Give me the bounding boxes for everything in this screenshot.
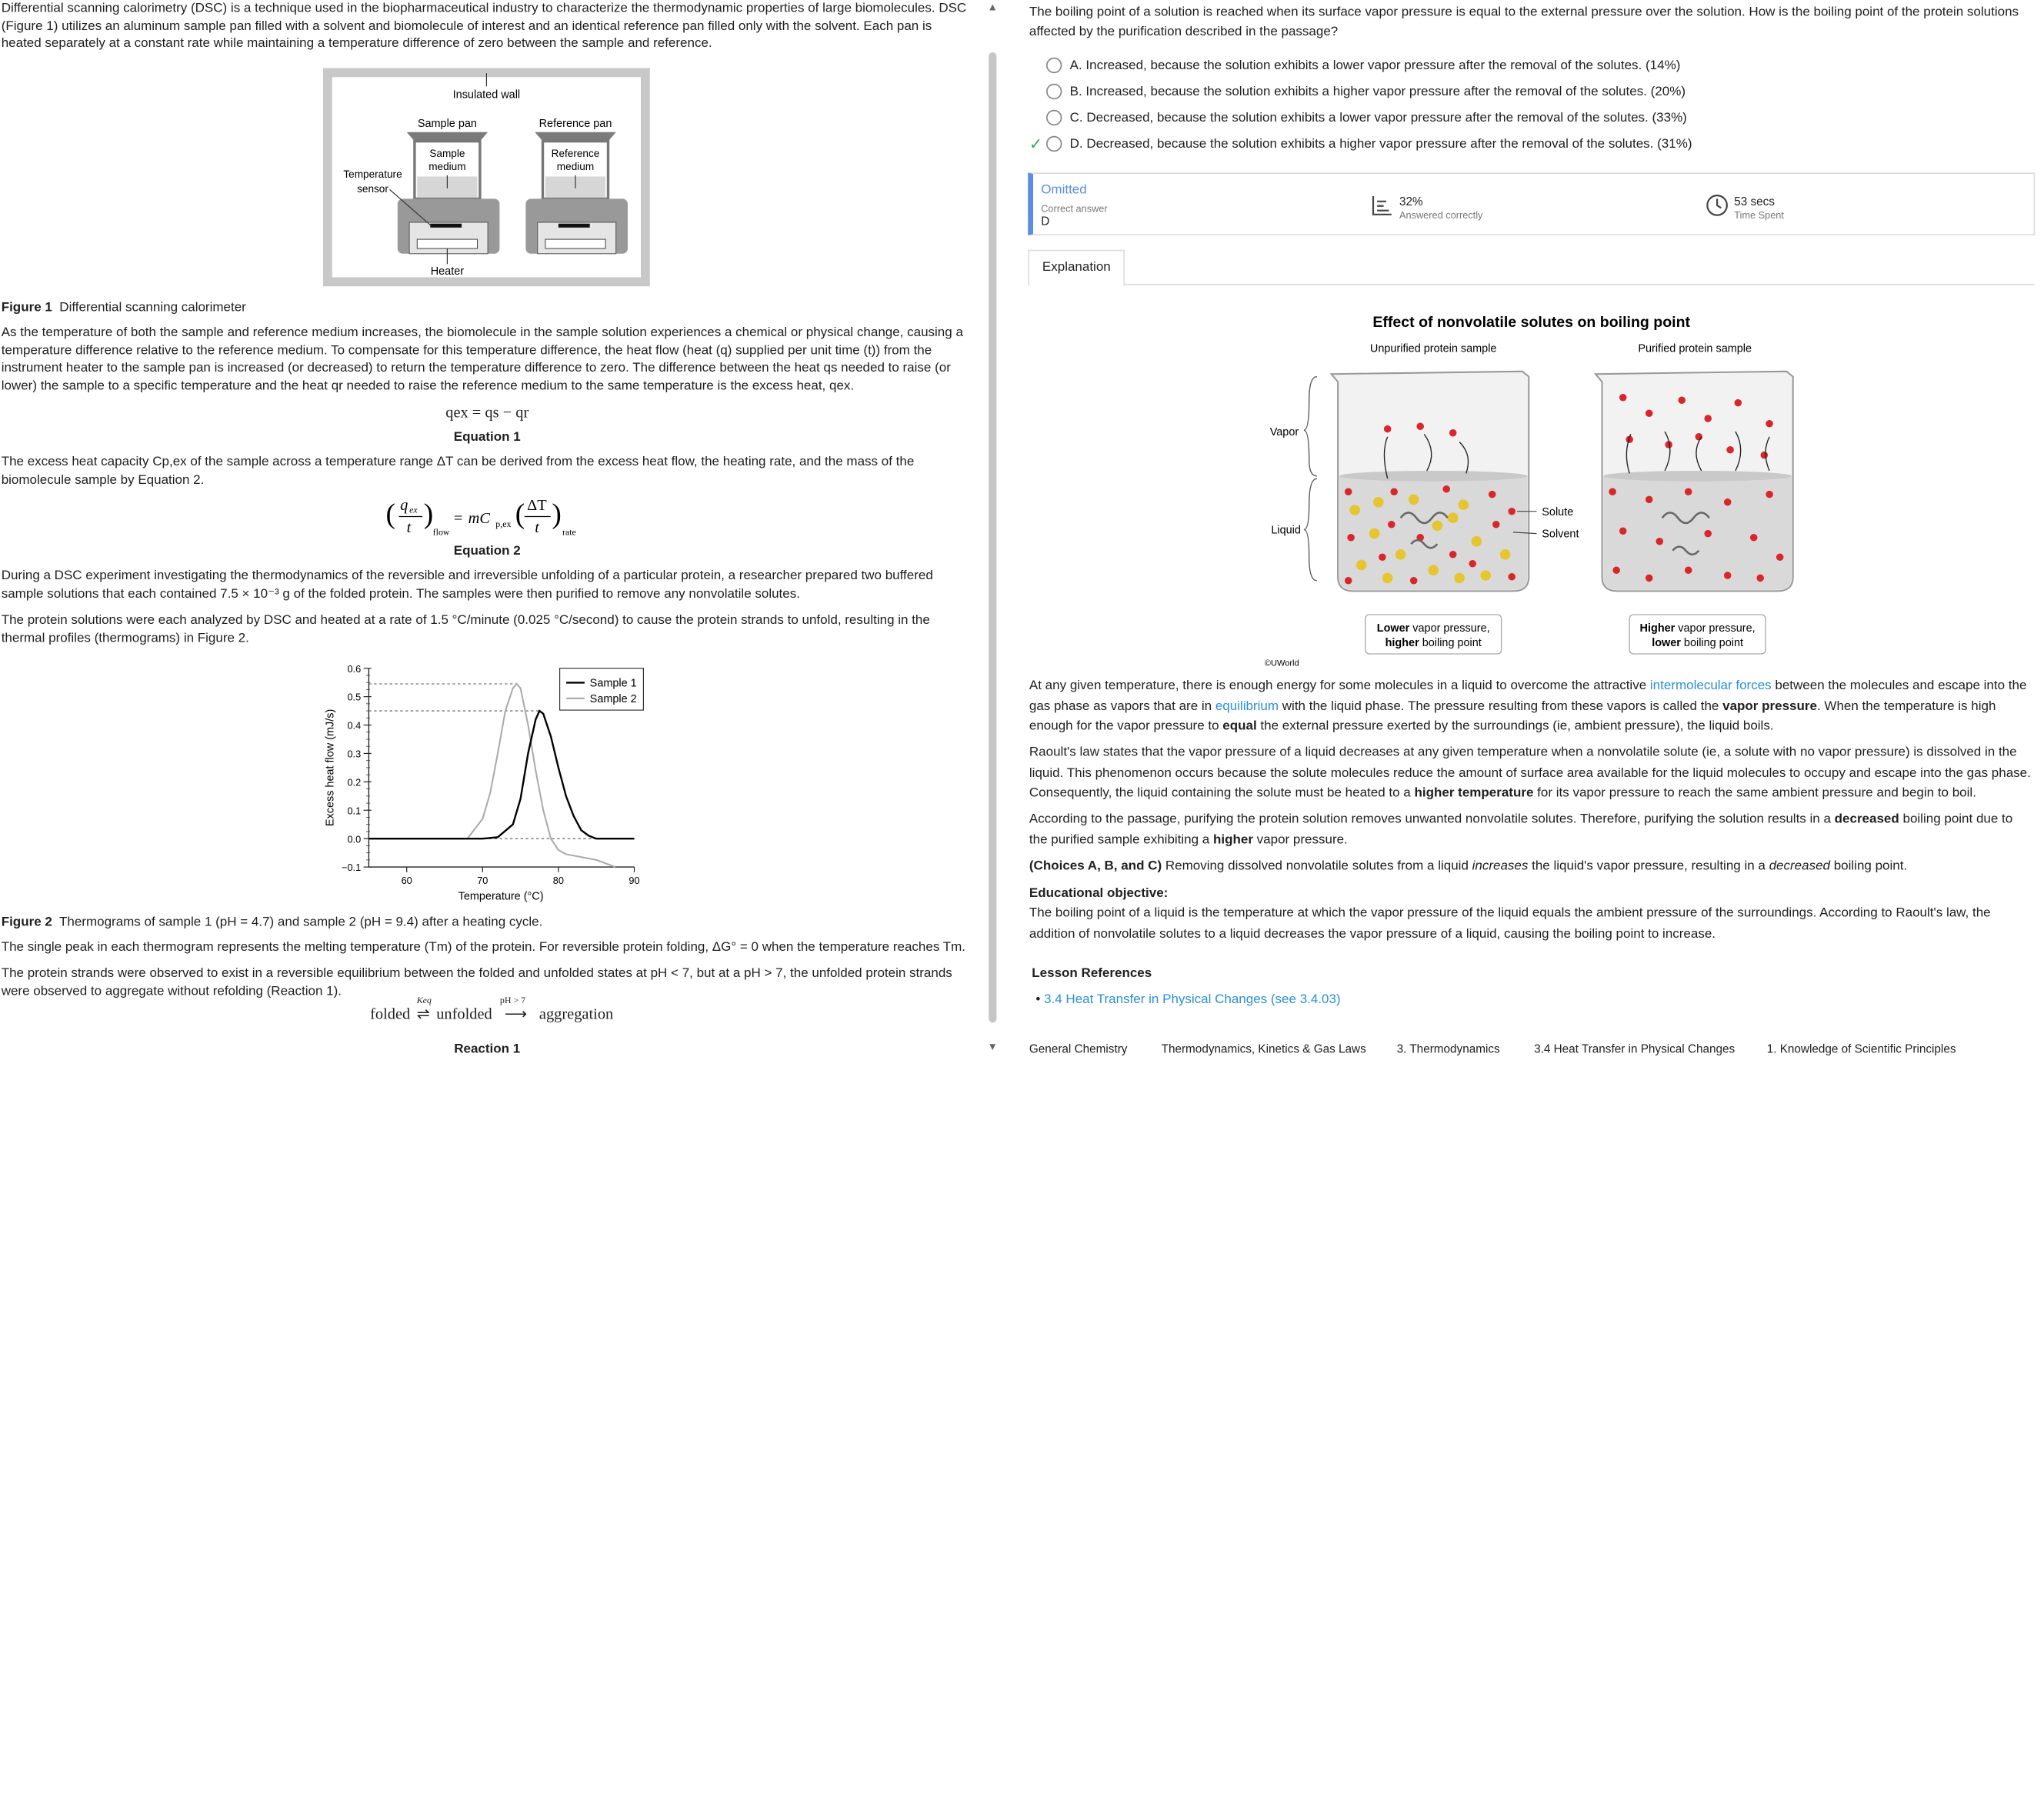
choice-d[interactable]: D. Decreased, because the solution exhibits a higher vapor pressure after the removal of the solutes. (31%) [1046, 135, 1692, 153]
passage-para-3: The excess heat capacity Cp,ex of the sample across a temperature range ΔT can be derived from the excess heat flow, the heating rate, and the mass of the biomolecule sample by Equation 2. [1, 455, 915, 488]
question-stem: The boiling point of a solution is reached when its surface vapor pressure is equal to the external pressure over the solution. How is the boiling point of the protein solutions affected by the purification described in the passage? [1029, 5, 2019, 39]
equation-2-label: Equation 2 [453, 544, 521, 558]
copyright-credit: ©UWorld [1264, 658, 1299, 668]
lesson-references-title: Lesson References [1032, 966, 1152, 981]
radio-d[interactable] [1046, 136, 1062, 152]
label-reference-pan: Reference pan [539, 117, 612, 130]
x-tick-label: 70 [477, 875, 488, 887]
correct-answer-value: D [1041, 214, 1050, 228]
figure-1-caption: Figure 1 Differential scanning calorimeter [1, 301, 246, 315]
correct-check-icon: ✓ [1029, 135, 1043, 153]
label-temperature-sensor-2: sensor [357, 182, 388, 195]
label-vapor: Vapor [1269, 426, 1299, 439]
label-solute: Solute [1542, 505, 1574, 518]
illustration-left-label: Unpurified protein sample [1369, 342, 1497, 355]
equation-1: qex = qs − qr [445, 402, 529, 422]
svg-text:rate: rate [562, 526, 576, 538]
svg-text:ex: ex [409, 504, 418, 515]
svg-text:ΔT: ΔT [527, 497, 547, 514]
choice-b[interactable]: B. Increased, because the solution exhibits a higher vapor pressure after the removal of the solutes. (20%) [1046, 82, 1686, 101]
x-tick-label: 90 [629, 875, 640, 887]
label-reference-medium-2: medium [556, 161, 595, 173]
equation-2 [386, 495, 595, 542]
svg-text:): ) [423, 498, 434, 531]
time-spent-value: 53 secs [1734, 195, 1775, 208]
passage-para-5: The protein solutions were each analyzed by DSC and heated at a rate of 1.5 °C/minute (0.025 °C/second) to cause the protein strands to unfold, resulting in the thermal profiles (thermograms) in Figure 2. [1, 613, 930, 645]
svg-text:(: ( [515, 498, 525, 531]
clock-icon [1706, 194, 1729, 218]
passage-para-4: During a DSC experiment investigating the thermodynamics of the reversible and irreversible unfolding of a particular protein, a researcher prepared two buffered sample solutions that each contained 7.5 × 10⁻³ g of the folded protein. The samples were then purified to remove any nonvolatile solutes. [1, 568, 933, 602]
left-caption-line-2: higher boiling point [1385, 636, 1482, 649]
scroll-up-icon[interactable]: ▲ [987, 1, 998, 14]
correct-answer-label: Correct answer [1041, 202, 1108, 215]
figure-2-caption: Figure 2 Thermograms of sample 1 (pH = 4.7) and sample 2 (pH = 9.4) after a heating cycle. [1, 915, 543, 930]
figure-1-dsc-diagram [323, 68, 650, 286]
reaction-1: folded ⇌ Keq unfolded ⟶ pH > 7 aggregation [370, 995, 614, 1023]
y-tick-label: 0.1 [347, 805, 362, 817]
explanation-para-1: At any given temperature, there is enough energy for some molecules in a liquid to overcome the attractive intermolecular forces between the molecules and escape into the gas phase as vapors that are in equilibrium with the liquid phase. The pressure resulting from these vapors is called the vapor pressure. When the temperature is high enough for the vapor pressure to equal the external pressure exerted by the surroundings (ie, ambient pressure), the liquid boils. [1029, 678, 2027, 734]
link-intermolecular-forces[interactable]: intermolecular forces [1649, 678, 1772, 693]
illustration-right-label: Purified protein sample [1638, 342, 1752, 355]
figure-2-thermogram-chart [321, 658, 648, 906]
radio-c[interactable] [1046, 110, 1062, 125]
tab-bar [1028, 250, 2035, 285]
label-temperature-sensor-1: Temperature [343, 168, 402, 181]
passage-pane [0, 0, 975, 1057]
status-omitted: Omitted [1041, 183, 1087, 198]
svg-text:q: q [400, 497, 408, 514]
svg-text:): ) [552, 498, 562, 531]
label-heater: Heater [430, 265, 465, 278]
reaction-1-label: Reaction 1 [454, 1042, 521, 1057]
explanation-para-4: (Choices A, B, and C) Removing dissolved nonvolatile solutes from a liquid increases the liquid's vapor pressure, resulting in a decreased boiling point. [1029, 858, 1908, 874]
legend-label-sample-2: Sample 2 [589, 692, 637, 705]
boiling-point-illustration [1257, 308, 1806, 675]
category-footer [1028, 1035, 2037, 1056]
illustration-title: Effect of nonvolatile solutes on boiling point [1372, 314, 1691, 331]
legend-label-sample-1: Sample 1 [589, 677, 637, 690]
beaker-unpurified [1332, 372, 1537, 592]
footer-system: Thermodynamics, Kinetics & Gas Laws [1161, 1042, 1366, 1055]
radio-a[interactable] [1046, 58, 1062, 73]
lesson-reference-item: • 3.4 Heat Transfer in Physical Changes (see 3.4.03) [1035, 992, 1341, 1007]
svg-text:t: t [406, 518, 412, 536]
label-liquid: Liquid [1271, 524, 1301, 537]
bar-chart-icon [1371, 194, 1395, 218]
footer-subject: General Chemistry [1029, 1042, 1128, 1055]
footer-subtopic: 3.4 Heat Transfer in Physical Changes [1534, 1042, 1736, 1055]
right-caption-line-2: lower boiling point [1652, 636, 1743, 649]
footer-topic: 3. Thermodynamics [1396, 1042, 1500, 1055]
svg-text:p,ex: p,ex [495, 518, 512, 530]
label-reference-medium-1: Reference [551, 148, 600, 159]
label-solvent: Solvent [1542, 528, 1579, 541]
x-tick-label: 60 [401, 875, 412, 887]
left-caption-line-1: Lower vapor pressure, [1376, 622, 1490, 635]
choice-a[interactable]: A. Increased, because the solution exhibits a lower vapor pressure after the removal of the solutes. (14%) [1046, 56, 1680, 75]
educational-objective-text: The boiling point of a liquid is the temperature at which the vapor pressure of the liquid equals the ambient pressure of the surroundings. According to Raoult's law, the addition of nonvolatile solutes to a liquid decreases the vapor pressure of a liquid, causing the boiling point to increase. [1029, 906, 1991, 942]
question-pane [1028, 0, 2037, 1057]
y-axis-label: Excess heat flow (mJ/s) [324, 708, 337, 827]
passage-para-6: The single peak in each thermogram represents the melting temperature (Tm) of the protein. For reversible protein folding, ΔG° = 0 when the temperature reaches Tm. [1, 940, 966, 955]
svg-text:(: ( [385, 498, 395, 531]
equation-1-label: Equation 1 [453, 430, 521, 445]
percent-correct-value: 32% [1399, 195, 1423, 208]
svg-text:mC: mC [468, 510, 490, 527]
y-tick-label: 0.4 [347, 719, 362, 732]
choice-c[interactable]: C. Decreased, because the solution exhibits a lower vapor pressure after the removal of the solutes. (33%) [1046, 108, 1687, 127]
y-tick-label: 0.6 [347, 662, 362, 675]
right-caption-line-1: Higher vapor pressure, [1639, 622, 1756, 635]
svg-text:=: = [453, 510, 463, 527]
svg-text:flow: flow [432, 526, 450, 538]
label-insulated-wall: Insulated wall [452, 88, 521, 102]
x-tick-label: 80 [552, 875, 564, 887]
y-tick-label: 0.2 [347, 776, 362, 788]
educational-objective-title: Educational objective: [1029, 886, 1169, 902]
label-sample-medium-2: medium [428, 161, 466, 173]
y-tick-label: 0.0 [347, 833, 362, 845]
x-axis-label: Temperature (°C) [458, 890, 544, 903]
percent-correct-label: Answered correctly [1399, 209, 1483, 222]
y-tick-label: 0.5 [347, 691, 362, 703]
lesson-reference-link[interactable]: 3.4 Heat Transfer in Physical Changes (see 3.4.03) [1044, 992, 1341, 1007]
passage-scrollbar[interactable] [983, 0, 1002, 1057]
scrollbar-thumb[interactable] [989, 52, 996, 1022]
label-sample-medium-1: Sample [429, 148, 465, 159]
y-tick-label: 0.3 [347, 748, 362, 760]
passage-intro: Differential scanning calorimetry (DSC) is a technique used in the biopharmaceutical industry to characterize the thermodynamic properties of large biomolecules. DSC (Figure 1) utilizes an aluminum sample pan filled with a solvent and biomolecule of interest and an identical reference pan filled only with the solvent. Each pan is heated separately at a constant rate while maintaining a temperature difference of zero between the sample and reference. [1, 1, 967, 52]
passage-para-2: As the temperature of both the sample and reference medium increases, the biomolecule in the sample solution experiences a chemical or physical change, causing a temperature difference relative to the reference medium. To compensate for this temperature difference, the heat flow (heat (q) supplied per unit time (t)) from the instrument heater to the sample pan is increased (or decreased) to return the temperature difference to zero. The difference between the heat qs needed to raise (or lower) the sample to a specific temperature and the heat qr needed to raise the reference medium to the same temperature is the excess heat, qex. [1, 325, 963, 393]
scroll-down-icon[interactable]: ▼ [987, 1041, 998, 1053]
label-sample-pan: Sample pan [417, 117, 477, 130]
passage-para-7: The protein strands were observed to exist in a reversible equilibrium between the folded and unfolded states at pH < 7, but at a pH > 7, the unfolded protein strands were observed to aggregate without refolding (Reaction 1). [1, 966, 952, 999]
svg-text:t: t [535, 518, 539, 536]
link-equilibrium[interactable]: equilibrium [1215, 698, 1279, 714]
tab-explanation[interactable]: Explanation [1028, 250, 1125, 287]
footer-skill: 1. Knowledge of Scientific Principles [1766, 1042, 1956, 1055]
explanation-para-2: Raoult's law states that the vapor pressure of a liquid decreases at any given temperature when a nonvolatile solute (ie, a solute with no vapor pressure) is dissolved in the liquid. This phenomenon occurs because the solute molecules reduce the amount of surface area available for the liquid molecules to occupy and escape into the gas phase. Consequently, the liquid containing the solute must be heated to a higher temperature for its vapor pressure to reach the same ambient pressure and begin to boil. [1029, 745, 2031, 801]
explanation-para-3: According to the passage, purifying the protein solution removes unwanted nonvolatile solutes. Therefore, purifying the solution results in a decreased boiling point due to the purified sample exhibiting a higher vapor pressure. [1029, 812, 2013, 847]
radio-b[interactable] [1046, 84, 1062, 99]
y-tick-label: −0.1 [342, 862, 362, 874]
beaker-purified [1596, 372, 1793, 592]
time-spent-label: Time Spent [1734, 209, 1784, 222]
result-stats-bar [1028, 172, 2035, 235]
